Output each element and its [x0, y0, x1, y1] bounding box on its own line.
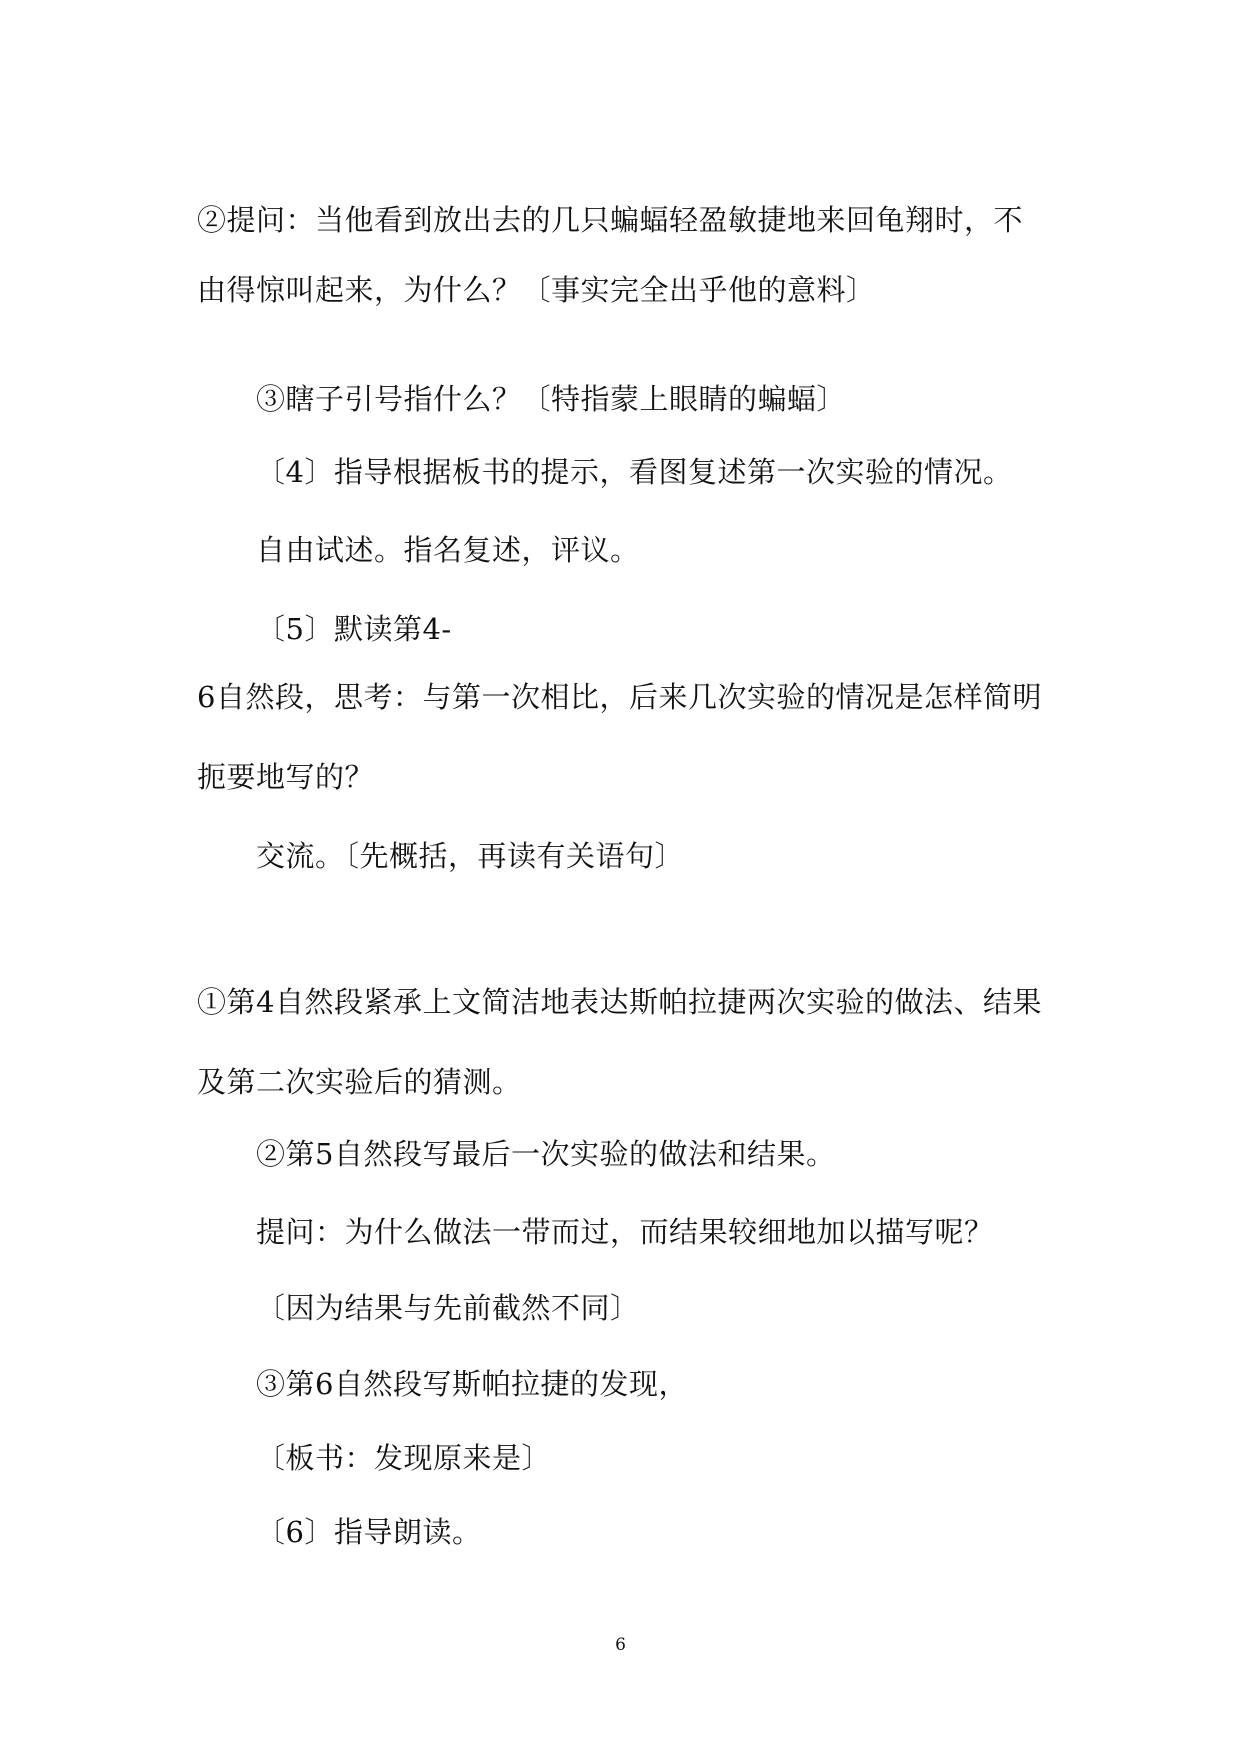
text-line: ③第6自然段写斯帕拉捷的发现，: [256, 1367, 688, 1401]
text-line: 自由试述。指名复述，评议。: [256, 533, 640, 567]
text-line: 及第二次实验后的猜测。: [197, 1065, 522, 1099]
page-number: 6: [615, 1635, 626, 1655]
text-line: 〔4〕指导根据板书的提示，看图复述第一次实验的情况。: [256, 455, 1013, 489]
text-line: 〔6〕指导朗读。: [256, 1515, 482, 1549]
text-line: 交流。〔先概括，再读有关语句〕: [256, 839, 685, 873]
text-line: 〔板书：发现原来是〕: [256, 1441, 552, 1475]
text-line: ①第4自然段紧承上文简洁地表达斯帕拉捷两次实验的做法、结果: [197, 985, 1042, 1019]
text-line: ③瞎子引号指什么？〔特指蒙上眼睛的蝙蝠〕: [256, 382, 847, 416]
text-line: 由得惊叫起来，为什么？〔事实完全出乎他的意料〕: [197, 273, 876, 307]
text-line: 〔5〕默读第4-: [256, 612, 452, 646]
text-line: 扼要地写的？: [197, 760, 375, 794]
text-line: 6自然段，思考：与第一次相比，后来几次实验的情况是怎样简明: [197, 680, 1042, 714]
text-line: ②第5自然段写最后一次实验的做法和结果。: [256, 1137, 836, 1171]
text-line: ②提问：当他看到放出去的几只蝙蝠轻盈敏捷地来回龟翔时，不: [197, 203, 1024, 237]
text-line: 提问：为什么做法一带而过，而结果较细地加以描写呢？: [256, 1215, 994, 1249]
text-line: 〔因为结果与先前截然不同〕: [256, 1291, 640, 1325]
